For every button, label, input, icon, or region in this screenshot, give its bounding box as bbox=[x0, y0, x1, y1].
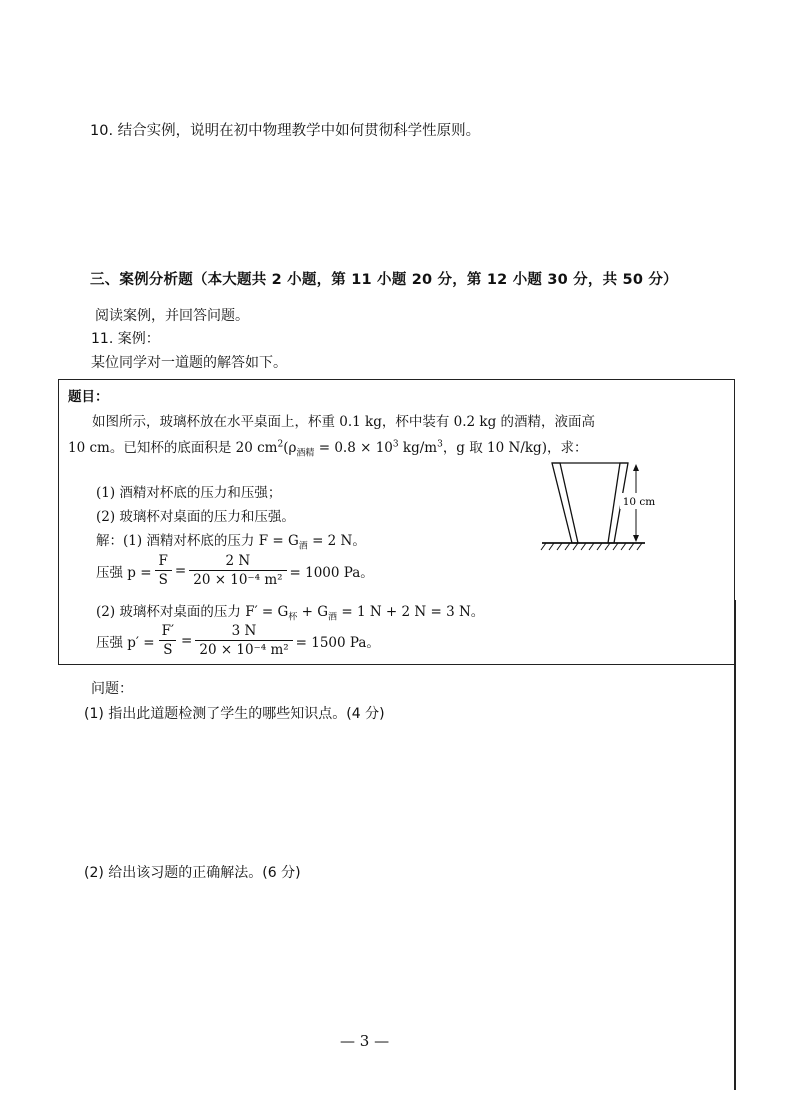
margin-line bbox=[734, 600, 736, 1090]
solution-1: 解：(1) 酒精对杯底的压力 $F = G_酒 = 2$ N。 bbox=[96, 533, 366, 552]
solution-2: (2) 玻璃杯对桌面的压力 $F' = G_杯 + G_酒 = 1$ N + 2 N = 3 N。 bbox=[96, 604, 485, 623]
read-instruction: 阅读案例，并回答问题。 bbox=[95, 308, 249, 324]
figure-height-label: 10 cm bbox=[622, 496, 656, 508]
cup-left-wall bbox=[552, 463, 578, 543]
problem-line-1: 如图所示，玻璃杯放在水平桌面上，杯重 0.1 kg，杯中装有 0.2 kg 的酒精，液面高 bbox=[92, 414, 596, 430]
table-hatching bbox=[541, 543, 642, 550]
sub-question-1: (1) 酒精对杯底的压力和压强； bbox=[96, 485, 282, 501]
arrow-head-up bbox=[633, 464, 639, 471]
question-11-label: 11. 案例： bbox=[91, 331, 160, 347]
problem-line-2: 10 cm。已知杯的底面积是 20 $cm^2(\rho_{酒精} = 0.8 \times 10^3$ $kg/m^3$，g 取 10 N/kg)，求： bbox=[68, 439, 588, 459]
section-3-heading: 三、案例分析题（本大题共 2 小题，第 11 小题 20 分，第 12 小题 30 分，共 50 分） bbox=[90, 272, 678, 288]
box-title: 题目： bbox=[68, 389, 109, 405]
question-11-intro: 某位同学对一道题的解答如下。 bbox=[91, 355, 287, 371]
arrow-head-down bbox=[633, 535, 639, 542]
pressure-1-formula: 压强 p = $\frac{F}{S}$ = $\frac{2 N}{\text{20 × 10⁻⁴ m²}}$ = 1000 Pa。 bbox=[96, 553, 374, 588]
question-10: 10. 结合实例，说明在初中物理教学中如何贯彻科学性原则。 bbox=[90, 123, 481, 139]
question-2: (2) 给出该习题的正确解法。(6 分) bbox=[84, 865, 301, 881]
glass-cup-figure bbox=[540, 455, 660, 555]
sub-question-2: (2) 玻璃杯对桌面的压力和压强。 bbox=[96, 509, 295, 525]
questions-label: 问题： bbox=[91, 681, 133, 697]
pressure-2-formula: 压强 p′ = $\frac{F'}{S}$ = $\frac{3 N}{\text{20 × 10⁻⁴ m²}}$ = 1500 Pa。 bbox=[96, 623, 380, 658]
question-1: (1) 指出此道题检测了学生的哪些知识点。(4 分) bbox=[84, 706, 385, 722]
page-number: — 3 — bbox=[340, 1032, 390, 1050]
